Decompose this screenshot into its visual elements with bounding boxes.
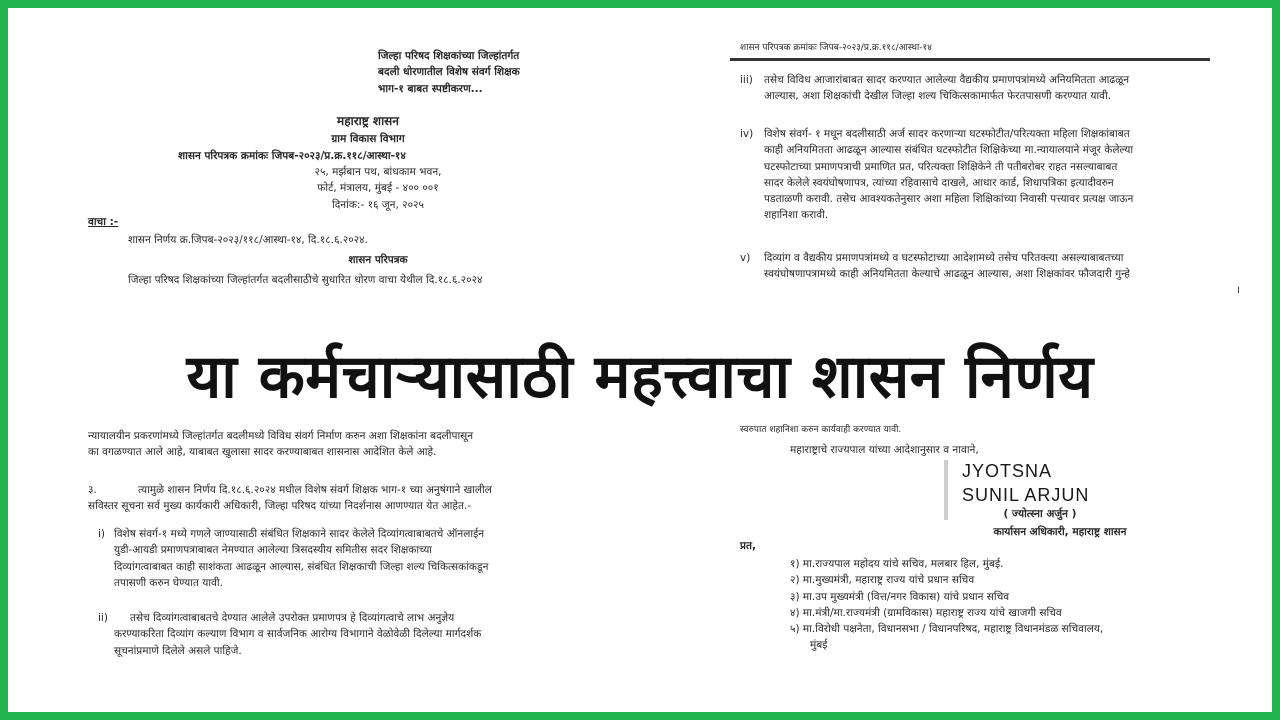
para-marker: iii) (740, 74, 753, 86)
para-line: पडताळणी करावी. तसेच आवश्यकतेनुसार अशा महिला शिक्षिकांच्या निवासी पत्त्यावर प्रत्यक्ष जाऊन (764, 193, 1134, 206)
para-line: घटस्फोटाच्या प्रमाणपत्राची प्रमाणित प्रत, परित्यक्ता शिक्षिकेने ती पतीबरोबर राहत नसल्याबाबत (764, 160, 1118, 173)
text-line: का वगळण्यात आले आहे, याबाबत खुलासा सादर करण्याबाबत शासनास आदेशित केले आहे. (88, 446, 437, 459)
copy-list (790, 556, 1250, 654)
doc-left-bottom (78, 424, 658, 674)
subject-line: जिल्हा परिषद शिक्षकांच्या जिल्हांतर्गत (378, 50, 520, 62)
para-line: विशेष संवर्ग-१ मध्ये गणले जाण्यासाठी संबंधित शिक्षकाने सादर केलेले दिव्यांगत्वाबाबतचे ऑनलाईन (114, 528, 485, 540)
para-i (98, 526, 658, 591)
header-block (238, 112, 498, 147)
circular-number: शासन परिपत्रक क्रमांकः जिपब-२०२३/प्र.क्र.११८/आस्था-१४ (178, 150, 406, 162)
para-line: तसेच विविध आजारांबाबत सादर करण्यात आलेल्या वैद्यकीय प्रमाणपत्रांमध्ये अनियमितता आढळून (764, 74, 1130, 86)
dept-name: ग्राम विकास विभाग (331, 132, 405, 145)
para-line: आल्यास, अशा शिक्षकांची देखील जिल्हा शल्य चिकित्सकामार्फत फेरतपासणी करण्यात यावी. (764, 90, 1112, 103)
address-line: फोर्ट, मंत्रालय, मुंबई - ४०० ००१ (317, 182, 439, 195)
page-header: शासन परिपत्रक क्रमांकः जिपब-२०२३/प्र.क्र.११८/आस्था-१४ (740, 43, 932, 53)
para-iv (740, 126, 1250, 224)
subject-line: भाग-१ बाबत स्पष्टीकरण... (378, 82, 483, 95)
para-line: काही अनियमितता आढळून आल्यास संबंधित घटस्फोटीत शिक्षिकेच्या मा.न्यायालयाने मंजूर केलेल्या (764, 144, 1134, 157)
para-iii (740, 72, 1250, 105)
para-line: युडी-आयडी प्रमाणपत्राबाबत नेमण्यात आलेल्या त्रिसदस्यीय समितीस सदर शिक्षकाच्या (114, 544, 433, 557)
copy-item: ४) मा.मंत्री/मा.राज्यमंत्री (ग्रामविकास) महाराष्ट्र राज्य यांचे खाजगी सचिव (790, 606, 1062, 619)
para-line: दिव्यांग व वैद्यकीय प्रमाणपत्रांमध्ये व घटस्फोटाच्या आदेशामध्ये तसेच परितक्त्या असल्याबाबतच्या (764, 252, 1124, 264)
para-line: करण्याकरिता दिव्यांग कल्याण विभाग व सार्वजनिक आरोग्य विभागाने वेळोवेळी दिलेल्या मार्गदर्शक (114, 628, 482, 641)
para-v (740, 250, 1250, 296)
date-line: दिनांक:- १६ जून, २०२५ (332, 198, 424, 211)
para-marker: iv) (740, 128, 754, 140)
header-rule (730, 58, 1210, 61)
subject-line: बदली धोरणातील विशेष संवर्ग शिक्षक (378, 66, 520, 79)
para-line: सविस्तर सूचना सर्व मुख्य कार्यकारी अधिकारी, जिल्हा परिषद यांच्या निदर्शनास आणण्यात येत आहेत.- (88, 500, 472, 513)
address-line: २५, मर्झबान पथ, बांधकाम भवन, (314, 166, 442, 178)
signature-name-first: JYOTSNA (962, 461, 1053, 481)
continuation-block (88, 428, 658, 461)
signature-marker (944, 460, 948, 520)
copy-item: ३) मा.उप मुख्यमंत्री (वित्त/नगर विकास) यांचे प्रधान सचिव (790, 590, 1010, 603)
subject-block (378, 48, 658, 97)
para-marker: i) (98, 528, 106, 540)
doc-left-top (78, 48, 668, 286)
para-line: तसेच दिव्यांगत्वाबाबतचे देण्यात आलेले उपरोक्त प्रमाणपत्र हे दिव्यांगत्वाचे लाभ अनुज्ञेय (130, 612, 455, 624)
para-marker: v) (740, 252, 751, 264)
para-3 (88, 482, 658, 515)
para-line: त्यामुळे शासन निर्णय दि.१८.६.२०२४ मधील विशेष संवर्ग शिक्षक भाग-१ च्या अनुषंगाने खालील (138, 484, 492, 496)
reference-label: वाचा :- (88, 216, 119, 228)
order-line: महाराष्ट्राचे राज्यपाल यांच्या आदेशानुसार व नावाने, (790, 444, 979, 456)
headline-banner (16, 328, 1264, 420)
para-line: । (1236, 284, 1240, 296)
para-ii (98, 610, 658, 659)
name-marathi: ( ज्योत्स्ना अर्जुन ) (1003, 508, 1077, 520)
doc-right-top (730, 42, 1250, 306)
cut-line: स्वरुपात शहानिशा करुन कार्यवाही करण्यात यावी. (740, 425, 902, 435)
address-block (248, 164, 508, 213)
circular-title: शासन परिपत्रक (348, 254, 408, 266)
opening-text: जिल्हा परिषद शिक्षकांच्या जिल्हांतर्गत बदलीसाठीचे सुधारित धोरण वाचा येथील दि.१८.६.२०२४ (128, 274, 483, 286)
para-marker: ii) (98, 612, 108, 624)
copy-item: मुंबई (810, 639, 828, 652)
para-line: विशेष संवर्ग- १ मधून बदलीसाठी अर्ज सादर करणाऱ्या घटस्फोटीत/परित्यक्ता महिला शिक्षकांबाबत (764, 128, 1130, 140)
para-line: तपासणी करुन घेण्यात यावी. (114, 576, 223, 589)
gov-name: महाराष्ट्र शासन (337, 114, 399, 128)
headline-text: या कर्मचाऱ्यासाठी महत्त्वाचा शासन निर्णय (186, 342, 1094, 412)
para-line: स्वयंघोषणापत्रामध्ये काही अनियमितता केल्याचे आढळून आल्यास, अशा शिक्षकांवर फौजदारी गुन्हे (764, 268, 1130, 281)
reference-text: शासन निर्णय क्र.जिपब-२०२३/११८/आस्था-१४, दि.१८.६.२०२४. (128, 234, 368, 246)
para-line: दिव्यांगत्वाबाबत काही साशंकता आढळून आल्यास, संबंधित शिक्षकाची जिल्हा शल्य चिकित्सकांकडून (114, 560, 489, 573)
digital-signature (954, 460, 1184, 530)
para-line: सूचनांप्रमाणे दिलेले असले पाहिजे. (114, 644, 242, 657)
para-marker: ३. (88, 484, 97, 496)
para-line: सादर केलेले स्वयंघोषणापत्र, त्यांच्या रहिवासाचे दाखले, आधार कार्ड, शिधापत्रिका इत्यादीवरुन (764, 176, 1114, 189)
para-line: शहानिशा करावी. (764, 209, 829, 222)
copy-label: प्रत, (740, 540, 756, 552)
designation: कार्यासन अधिकारी, महाराष्ट्र शासन (993, 526, 1127, 538)
text-line: न्यायालयीन प्रकरणांमध्ये जिल्हांतर्गत बदलीमध्ये विविध संवर्ग निर्माण करुन अशा शिक्षकांना बदलीपासून (88, 430, 474, 442)
copy-item: १) मा.राज्यपाल महोदय यांचे सचिव, मलबार हिल, मुंबई. (790, 558, 1004, 570)
copy-item: ५) मा.विरोधी पक्षनेता, विधानसभा / विधानपरिषद, महाराष्ट्र विधानमंडळ सचिवालय, (790, 623, 1104, 636)
copy-item: २) मा.मुख्यमंत्री, महाराष्ट्र राज्य यांचे प्रधान सचिव (790, 574, 975, 587)
signature-name-last: SUNIL ARJUN (962, 485, 1090, 505)
